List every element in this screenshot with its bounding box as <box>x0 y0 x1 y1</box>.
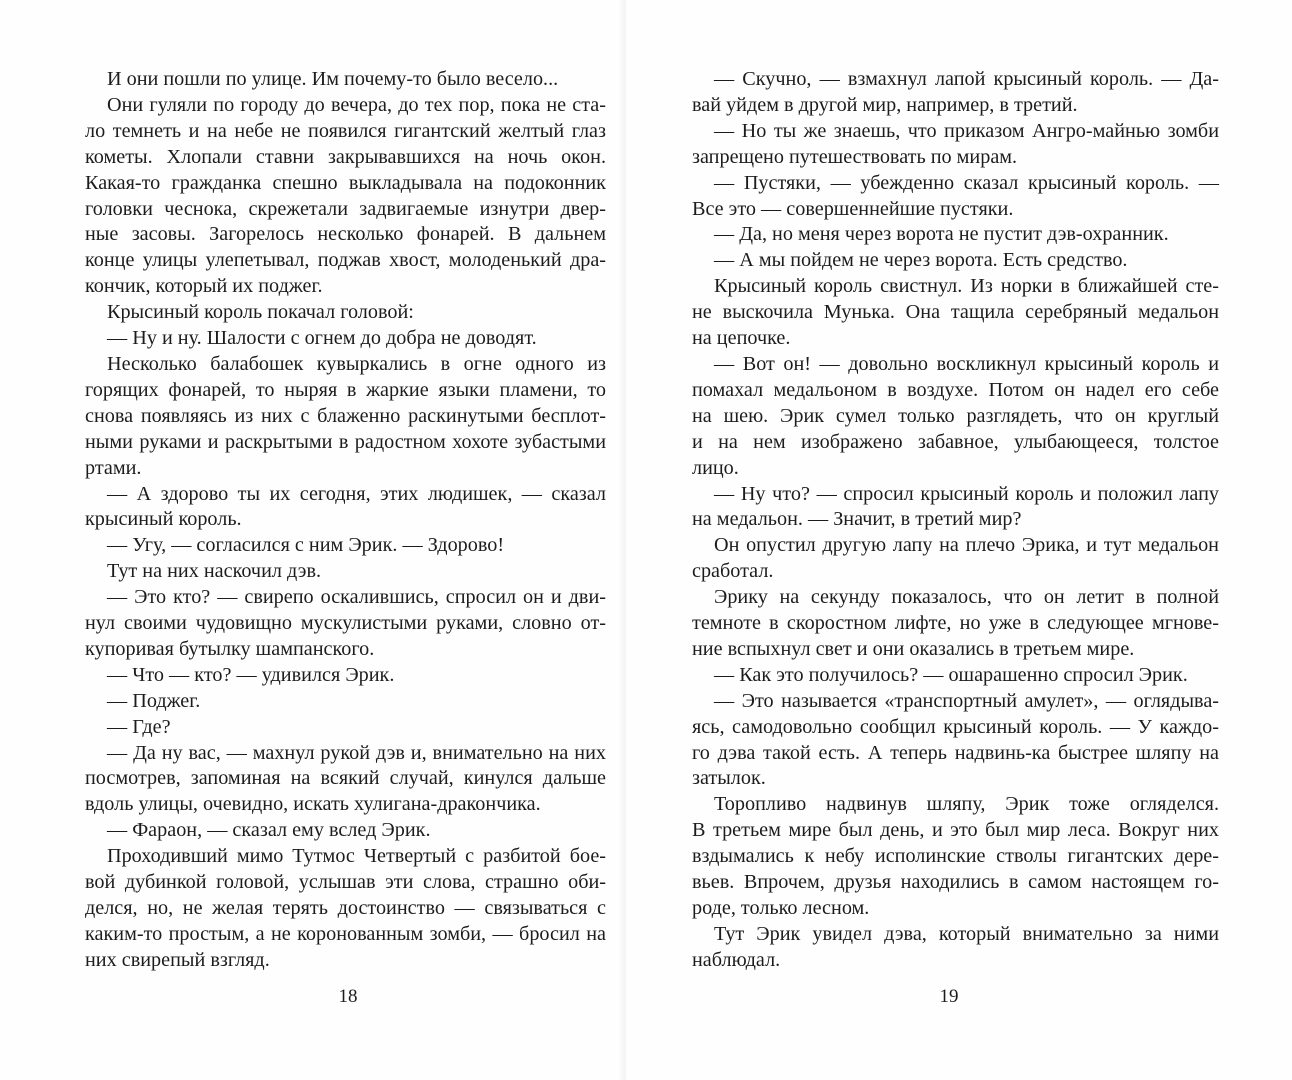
paragraph <box>85 663 606 689</box>
text-line: — Это называется «транспортный амулет», — оглядыва- <box>714 689 1219 712</box>
paragraph <box>692 585 1219 663</box>
text-line: Какая-то гражданка спешно выкладывала на подоконник <box>85 171 606 194</box>
paragraph <box>85 741 606 819</box>
paragraph <box>692 792 1219 922</box>
text-line: конце улицы улепетывал, поджав хвост, молоденький дра- <box>85 249 606 272</box>
paragraph <box>85 818 606 844</box>
paragraph <box>692 689 1219 793</box>
text-line: роде, только лесном. <box>692 897 870 919</box>
paragraph <box>692 248 1219 274</box>
paragraph <box>85 326 606 352</box>
paragraph <box>85 844 606 974</box>
text-line: ние вспыхнул свет и они оказались в третьем мире. <box>692 637 1135 660</box>
text-line: — А мы пойдем не через ворота. Есть средство. <box>714 249 1128 272</box>
text-line: — А здорово ты их сегодня, этих людишек, — сказал <box>107 482 606 505</box>
text-line: — Как это получилось? — ошарашенно спросил Эрик. <box>714 663 1188 686</box>
text-line: — Скучно, — взмахнул лапой крысиный король. — Да- <box>714 68 1219 90</box>
left-page-text <box>85 67 606 974</box>
text-line: Тут на них наскочил дэв. <box>107 560 322 583</box>
text-line: горящих фонарей, то ныряя в жаркие языки пламени, то <box>85 378 606 401</box>
text-line: ло темнеть и на небе не появился гигантский желтый глаз <box>85 119 606 142</box>
text-line: кончик, который их поджег. <box>85 275 323 298</box>
text-line: вдоль улицы, очевидно, искать хулигана-дракончика. <box>85 793 541 816</box>
text-line: на шею. Эрик сумел только разглядеть, что он круглый <box>692 404 1219 427</box>
text-line: ртами. <box>85 456 142 479</box>
text-line: — Поджег. <box>107 689 201 712</box>
text-line: вьев. Впрочем, друзья находились в самом настоящем го- <box>692 871 1219 894</box>
text-line: ясь, самодовольно сообщил крысиный король. — У каждо- <box>692 715 1219 738</box>
text-line: ными руками и раскрытыми в радостном хохоте зубастыми <box>85 430 606 453</box>
paragraph <box>85 533 606 559</box>
text-line: кометы. Хлопали ставни закрывавшихся на ночь окон. <box>85 145 606 168</box>
paragraph <box>692 274 1219 352</box>
text-line: — Что — кто? — удивился Эрик. <box>107 663 395 686</box>
paragraph <box>85 559 606 585</box>
text-line: каким-то простым, а не коронованным зомби, — бросил на <box>85 922 606 945</box>
text-line: — Это кто? — свирепо оскалившись, спросил он и дви- <box>107 586 606 609</box>
text-line: Крысиный король покачал головой: <box>107 301 414 324</box>
text-line: затылок. <box>692 767 766 790</box>
text-line: Торопливо надвинув шляпу, Эрик тоже огляделся. <box>714 793 1219 816</box>
text-line: Несколько балабошек кувыркались в огне одного из <box>107 352 606 375</box>
text-line: не выскочила Мунька. Она тащила серебряный медальон <box>692 301 1219 324</box>
text-line: Тут Эрик увидел дэва, который внимательно за ними <box>714 922 1219 945</box>
text-line: купоривая бутылку шампанского. <box>85 637 375 660</box>
text-line: — Ну что? — спросил крысиный король и положил лапу <box>714 482 1219 505</box>
paragraph <box>692 663 1219 689</box>
text-line: на медальон. — Значит, в третий мир? <box>692 508 1022 531</box>
text-line: на цепочке. <box>692 327 791 350</box>
paragraph <box>692 67 1219 119</box>
text-line: — Но ты же знаешь, что приказом Ангро-майнью зомби <box>714 119 1219 142</box>
text-line: Они гуляли по городу до вечера, до тех пор, пока не ста- <box>107 93 606 116</box>
text-line: Крысиный король свистнул. Из норки в ближайшей сте- <box>714 275 1219 298</box>
text-line: И они пошли по улице. Им почему-то было весело... <box>107 68 559 90</box>
text-line: головки чеснока, скрежетали задвигаемые изнутри двер- <box>85 197 606 220</box>
paragraph <box>85 300 606 326</box>
text-line: Эрику на секунду показалось, что он летит в полной <box>714 586 1219 609</box>
paragraph <box>692 922 1219 974</box>
text-line: них свирепый взгляд. <box>85 948 270 971</box>
right-page-text <box>692 67 1219 974</box>
text-line: запрещено путешествовать по мирам. <box>692 145 1018 168</box>
left-page <box>0 0 626 1080</box>
text-line: вой дубинкой головой, услышав эти слова, страшно оби- <box>85 871 606 894</box>
text-line: — Пустяки, — убежденно сказал крысиный король. — <box>714 171 1219 194</box>
text-line: крысиный король. <box>85 508 242 531</box>
text-line: вздымались к небу исполинские стволы гигантских дере- <box>692 845 1219 868</box>
text-line: — Да, но меня через ворота не пустит дэв-охранник. <box>714 223 1169 246</box>
text-line: наблюдал. <box>692 948 781 971</box>
text-line: сработал. <box>692 560 774 583</box>
text-line: — Где? <box>107 715 171 738</box>
text-line: и на нем изображено забавное, улыбающееся, толстое <box>692 430 1219 453</box>
paragraph <box>692 352 1219 482</box>
text-line: вай уйдем в другой мир, например, в третий. <box>692 93 1078 116</box>
page-number-left: 18 <box>338 986 358 1007</box>
paragraph <box>692 119 1219 171</box>
text-line: го дэва такой есть. А теперь надвинь-ка быстрее шляпу на <box>692 741 1219 764</box>
text-line: Проходивший мимо Тутмос Четвертый с разбитой бое- <box>107 845 606 868</box>
paragraph <box>85 482 606 534</box>
text-line: Все это — совершеннейшие пустяки. <box>692 197 1014 220</box>
paragraph <box>692 482 1219 534</box>
text-line: лицо. <box>692 456 739 479</box>
paragraph <box>85 715 606 741</box>
text-line: — Вот он! — довольно воскликнул крысиный король и <box>714 352 1219 375</box>
paragraph <box>85 67 606 93</box>
text-line: — Ну и ну. Шалости с огнем до добра не доводят. <box>107 327 537 350</box>
text-line: ные засовы. Загорелось несколько фонарей. В дальнем <box>85 223 606 246</box>
paragraph <box>692 222 1219 248</box>
paragraph <box>692 171 1219 223</box>
text-line: посмотрев, запоминая на всякий случай, кинулся дальше <box>85 767 606 790</box>
page-number-right: 19 <box>939 986 959 1007</box>
paragraph <box>85 352 606 482</box>
text-line: помахал медальоном в воздухе. Потом он надел его себе <box>692 378 1219 401</box>
text-line: делся, но, не желая терять достоинство — связываться с <box>85 897 606 919</box>
paragraph <box>85 93 606 300</box>
paragraph <box>85 689 606 715</box>
text-line: снова появляясь из них с блаженно раскинутыми бесплот- <box>85 404 606 427</box>
paragraph <box>85 585 606 663</box>
text-line: — Да ну вас, — махнул рукой дэв и, внимательно на них <box>107 741 606 764</box>
text-line: темноте в скоростном лифте, но уже в следующее мгнове- <box>692 612 1219 635</box>
right-page <box>626 0 1292 1080</box>
text-line: Он опустил другую лапу на плечо Эрика, и тут медальон <box>714 534 1219 557</box>
text-line: — Фараон, — сказал ему вслед Эрик. <box>107 819 431 842</box>
text-line: нул своими чудовищно мускулистыми руками, словно от- <box>85 612 606 635</box>
text-line: В третьем мире был день, и это был мир леса. Вокруг них <box>692 819 1219 842</box>
text-line: — Угу, — согласился с ним Эрик. — Здорово! <box>107 534 505 557</box>
paragraph <box>692 533 1219 585</box>
